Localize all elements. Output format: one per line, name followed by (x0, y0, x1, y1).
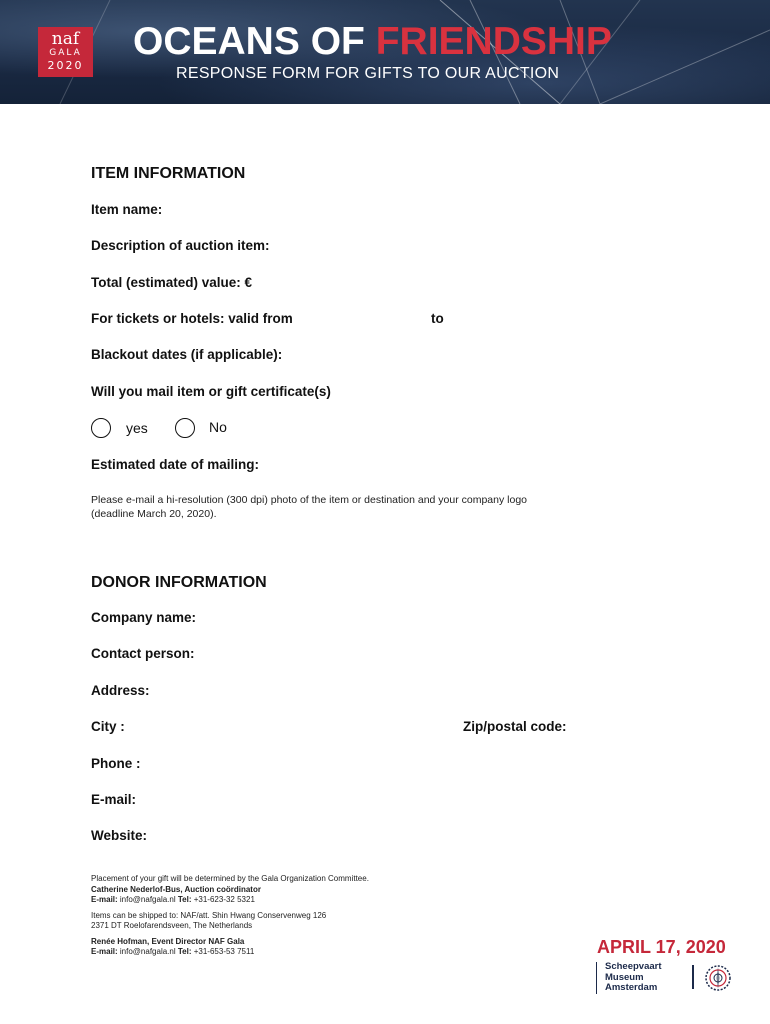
email-field[interactable]: E-mail: (91, 792, 137, 807)
item-name-field[interactable]: Item name: (91, 202, 163, 217)
placement-note: Placement of your gift will be determined by the Gala Organization Committee. (91, 874, 369, 883)
dir-tel: +31-653-53 7511 (193, 947, 255, 956)
zip-field[interactable]: Zip/postal code: (463, 719, 567, 734)
museum-line2: Museum (605, 971, 644, 983)
coord-tel-label: Tel: (177, 895, 192, 904)
logo-year: 2020 (47, 59, 84, 72)
donor-section-heading: DONOR INFORMATION (91, 574, 267, 591)
photo-note-line1: Please e-mail a hi-resolution (300 dpi) photo of the item or destination and your company logo (91, 494, 528, 506)
no-radio[interactable] (175, 418, 195, 438)
dir-email-label: E-mail: (91, 947, 118, 956)
museum-line1: Scheepvaart (605, 961, 662, 972)
yes-radio-label: yes (126, 420, 148, 436)
title-part2: FRIENDSHIP (375, 20, 612, 63)
page-title (133, 20, 612, 64)
photo-note (91, 493, 527, 521)
coordinator-name: Catherine Nederlof-Bus, Auction coördinator (91, 884, 261, 894)
museum-line3: Amsterdam (605, 982, 658, 993)
coord-email[interactable]: info@nafgala.nl (119, 895, 176, 904)
dir-email[interactable]: info@nafgala.nl (119, 947, 176, 956)
valid-to-field[interactable]: to (431, 311, 444, 326)
director-contact (91, 947, 369, 958)
museum-divider (692, 965, 694, 989)
event-date: APRIL 17, 2020 (597, 937, 726, 957)
coord-email-label: E-mail: (91, 895, 118, 904)
valid-from-field[interactable]: For tickets or hotels: valid from (91, 311, 293, 326)
coordinator-contact (91, 895, 369, 906)
yes-radio[interactable] (91, 418, 111, 438)
logo-gala: GALA (49, 48, 82, 58)
compass-rose-icon (704, 964, 732, 992)
description-field[interactable]: Description of auction item: (91, 238, 270, 253)
photo-note-line2: (deadline March 20, 2020). (91, 508, 217, 520)
shipping-line2: 2371 DT Roelofarendsveen, The Netherlands (91, 921, 253, 930)
company-field[interactable]: Company name: (91, 610, 197, 625)
logo-naf: naf (51, 29, 80, 49)
naf-gala-logo (38, 27, 93, 77)
item-section-heading: ITEM INFORMATION (91, 165, 246, 182)
dir-tel-label: Tel: (177, 947, 192, 956)
city-field[interactable]: City : (91, 719, 125, 734)
title-part1: OCEANS OF (133, 20, 365, 63)
director-name: Renée Hofman, Event Director NAF Gala (91, 936, 245, 946)
value-field[interactable]: Total (estimated) value: € (91, 275, 253, 290)
museum-name (596, 962, 662, 994)
contact-field[interactable]: Contact person: (91, 646, 195, 661)
mail-question: Will you mail item or gift certificate(s) (91, 384, 331, 399)
address-field[interactable]: Address: (91, 683, 150, 698)
header-banner (0, 0, 770, 104)
blackout-field[interactable]: Blackout dates (if applicable): (91, 347, 283, 362)
page-subtitle: RESPONSE FORM FOR GIFTS TO OUR AUCTION (176, 65, 560, 82)
phone-field[interactable]: Phone : (91, 756, 141, 771)
mailing-date-field[interactable]: Estimated date of mailing: (91, 457, 260, 472)
footer-contacts (91, 874, 369, 958)
shipping-line1: Items can be shipped to: NAF/att. Shin Hwang Conservenweg 126 (91, 910, 327, 920)
no-radio-label: No (209, 419, 227, 435)
coord-tel: +31-623-32 5321 (193, 895, 255, 904)
website-field[interactable]: Website: (91, 828, 148, 843)
